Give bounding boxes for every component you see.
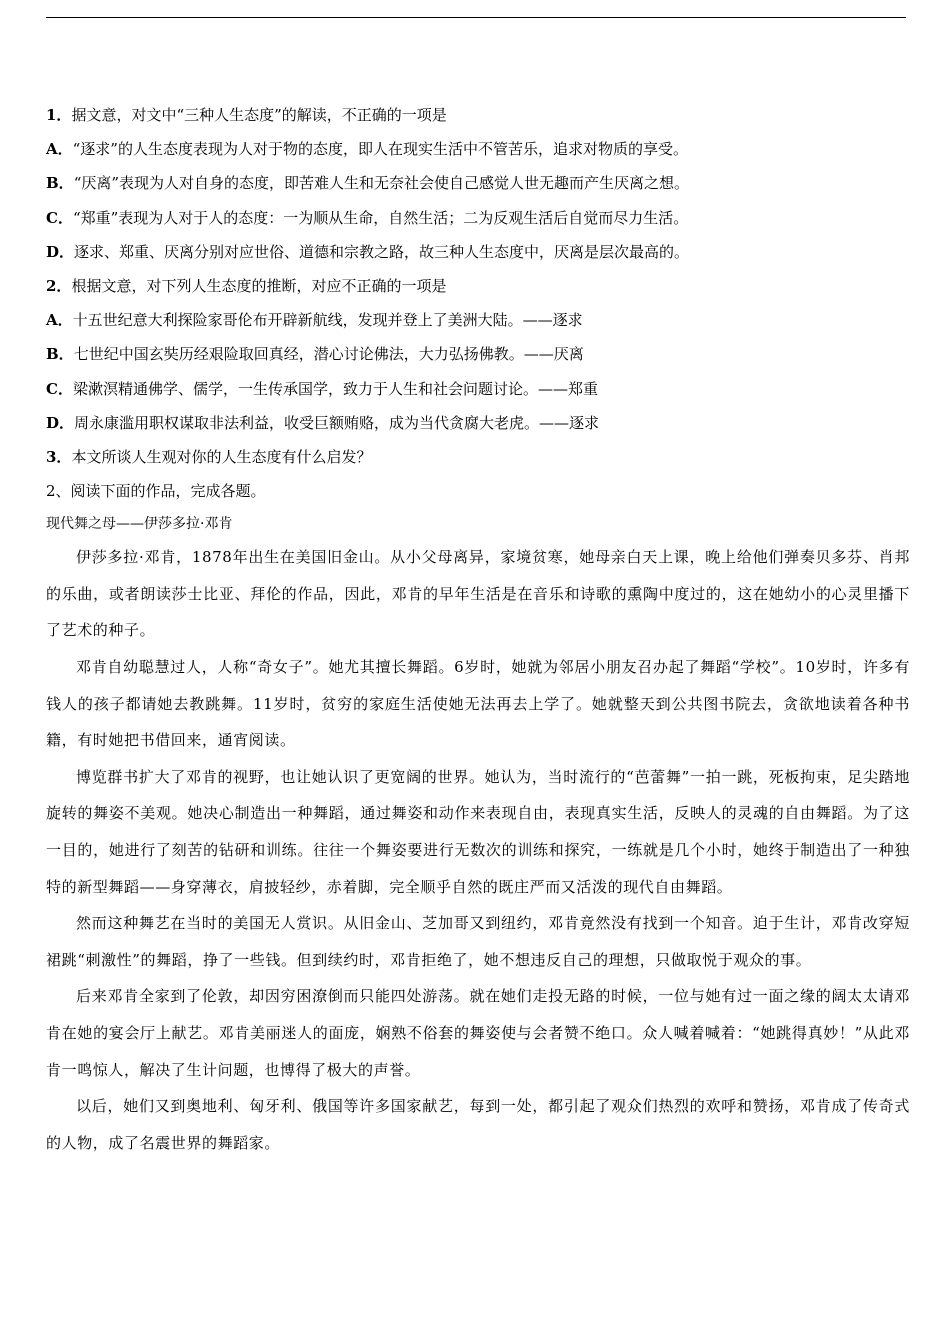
- article-paragraph: 博览群书扩大了邓肯的视野，也让她认识了更宽阔的世界。她认为，当时流行的“芭蕾舞”一拍一跳，死板拘束，足尖踏地旋转的舞姿不美观。她决心制造出一种舞蹈，通过舞姿和动作来表现自由，表现真实生活，反映人的灵魂的自由舞蹈。为了这一目的，她进行了刻苦的钻研和训练。往往一个舞姿要进行无数次的训练和探究，一练就是几个小时，她终于制造出了一种独特的新型舞蹈——身穿薄衣，肩披轻纱，赤着脚，完全顺乎自然的既庄严而又活泼的现代自由舞蹈。: [46, 767, 910, 896]
- article-paragraph: 伊莎多拉·邓肯，1878年出生在美国旧金山。从小父母离异，家境贫寒，她母亲白天上课，晚上给他们弹奏贝多芬、肖邦的乐曲，或者朗读莎士比亚、拜伦的作品，因此，邓肯的早年生活是在音乐和诗歌的熏陶中度过的，这在她幼小的心灵里播下了艺术的种子。: [46, 548, 910, 640]
- article-title: 现代舞之母——伊莎多拉·邓肯: [46, 516, 233, 533]
- header-rule: [46, 17, 906, 18]
- option-text: 梁漱溟精通佛学、儒学，一生传承国学，致力于人生和社会问题讨论。——郑重: [72, 379, 598, 398]
- question-1-number: 1．: [46, 106, 72, 124]
- option-label: C．: [46, 379, 73, 398]
- article-paragraph: 邓肯自幼聪慧过人，人称“奇女子”。她尤其擅长舞蹈。6岁时，她就为邻居小朋友召办起了舞蹈“学校”。10岁时，许多有钱人的孩子都请她去教跳舞。11岁时，贫穷的家庭生活使她无法再去上学了。她就整天到公共图书院去，贪欲地读着各种书籍，有时她把书借回来，通宵阅读。: [46, 658, 910, 750]
- option-text: “郑重”表现为人对于人的态度：一为顺从生命，自然生活；二为反观生活后自觉而尽力生活。: [72, 208, 689, 227]
- question-2-option-c: [46, 372, 910, 406]
- option-label: B．: [46, 174, 74, 193]
- option-text: “厌离”表现为人对自身的态度，即苦难人生和无奈社会使自己感觉人世无趣而产生厌离之想。: [73, 174, 690, 193]
- option-label: C．: [46, 208, 73, 227]
- option-label: B．: [46, 345, 74, 364]
- option-label: A．: [46, 311, 73, 330]
- article-paragraph: 以后，她们又到奥地利、匈牙利、俄国等许多国家献艺，每到一处，都引起了观众们热烈的欢呼和赞扬，邓肯成了传奇式的人物，成了名震世界的舞蹈家。: [46, 1097, 910, 1152]
- option-label: D．: [46, 242, 75, 261]
- option-text: 逐求、郑重、厌离分别对应世俗、道德和宗教之路，故三种人生态度中，厌离是层次最高的。: [74, 242, 690, 261]
- question-2-option-d: [46, 406, 910, 440]
- article-paragraph: 然而这种舞艺在当时的美国无人赏识。从旧金山、芝加哥又到纽约，邓肯竟然没有找到一个知音。迫于生计，邓肯改穿短裙跳“刺激性”的舞蹈，挣了一些钱。但到续约时，邓肯拒绝了，她不想违反自己的理想，只做取悦于观众的事。: [46, 914, 910, 969]
- question-3-stem: [46, 440, 910, 474]
- option-label: D．: [46, 413, 75, 432]
- question-1-option-b: [46, 166, 910, 200]
- section-heading: 2、阅读下面的作品，完成各题。: [46, 482, 266, 501]
- option-label: A．: [46, 140, 73, 159]
- option-text: “逐求”的人生态度表现为人对于物的态度，即人在现实生活中不管苦乐，追求对物质的享受。: [72, 140, 688, 159]
- option-text: 周永康滥用职权谋取非法利益，收受巨额贿赂，成为当代贪腐大老虎。——逐求: [74, 413, 600, 432]
- question-3-number: 3．: [46, 447, 72, 466]
- question-2-number: 2．: [46, 276, 72, 295]
- question-2-stem: [46, 269, 910, 303]
- question-2-text: 根据文意，对下列人生态度的推断，对应不正确的一项是: [71, 276, 447, 295]
- question-1-option-d: [46, 235, 910, 269]
- option-text: 十五世纪意大利探险家哥伦布开辟新航线，发现并登上了美洲大陆。——逐求: [72, 311, 583, 330]
- question-3-text: 本文所谈人生观对你的人生态度有什么启发？: [71, 447, 372, 466]
- question-1-stem: [46, 98, 910, 132]
- document-body: [46, 98, 910, 1161]
- question-1-text: 据文意，对文中“三种人生态度”的解读，不正确的一项是: [71, 106, 447, 124]
- article-paragraph: 后来邓肯全家到了伦敦，却因穷困潦倒而只能四处游荡。就在她们走投无路的时候，一位与她有过一面之缘的阔太太请邓肯在她的宴会厅上献艺。邓肯美丽迷人的面庞，娴熟不俗套的舞姿使与会者赞不绝口。众人喊着喊着：“她跳得真妙！”从此邓肯一鸣惊人，解决了生计问题，也博得了极大的声誉。: [46, 987, 910, 1079]
- question-2-option-a: [46, 303, 910, 337]
- question-2-option-b: [46, 337, 910, 371]
- question-1-option-a: [46, 132, 910, 166]
- question-1-option-c: [46, 201, 910, 235]
- option-text: 七世纪中国玄奘历经艰险取回真经，潜心讨论佛法，大力弘扬佛教。——厌离: [73, 345, 584, 364]
